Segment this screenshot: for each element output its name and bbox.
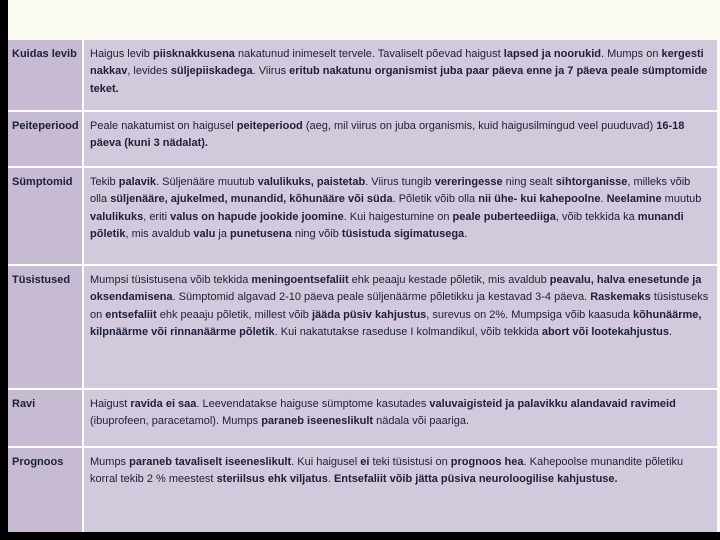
row-header: Peiteperiood	[8, 112, 82, 166]
row-content: Haigust ravida ei saa. Leevendatakse haiguse sümptome kasutades valuvaigisteid ja palavikku alandavaid ravimeid (ibuprofeen, paracetamol). Mumps paraneb iseeneslikult nädala või paariga.	[84, 390, 717, 446]
row-content: Tekib palavik. Süljenääre muutub valulikuks, paistetab. Viirus tungib vereringesse ning sealt sihtorganisse, milleks võib olla süljenääre, ajukelmed, munandid, kõhunääre või süda. Põletik võib olla nii ühe- kui kahepoolne. Neelamine muutub valulikuks, eriti valus on hapude jookide joomine. Kui haigestumine on peale puberteediiga, võib tekkida ka munandi põletik, mis avaldub valu ja punetusena ning võib tüsistuda sigimatusega.	[84, 168, 717, 264]
table-row	[8, 448, 717, 532]
bottom-black-bar	[0, 532, 720, 540]
row-content: Mumps paraneb tavaliselt iseeneslikult. Kui haigusel ei teki tüsistusi on prognoos hea. Kahepoolse munandite põletiku korral tekib 2 % meestest steriilsus ehk viljatus. Entsefaliit võib jätta püsiva neuroloogilise kahjustuse.	[84, 448, 717, 532]
row-header: Prognoos	[8, 448, 82, 532]
row-content: Haigus levib piisknakkusena nakatunud inimeselt tervele. Tavaliselt põevad haigust lapsed ja noorukid. Mumps on kergesti nakkav, levides süljepiiskadega. Viirus eritub nakatunu organismist juba paar päeva enne ja 7 päeva peale sümptomide teket.	[84, 40, 717, 110]
row-header: Ravi	[8, 390, 82, 446]
row-header: Sümptomid	[8, 168, 82, 264]
row-content: Peale nakatumist on haigusel peiteperiood (aeg, mil viirus on juba organismis, kuid haigusilmingud veel puuduvad) 16-18 päeva (kuni 3 nädalat).	[84, 112, 717, 166]
table-row	[8, 266, 717, 388]
table-row	[8, 390, 717, 446]
mumps-info-table	[8, 40, 717, 532]
row-content: Mumpsi tüsistusena võib tekkida meningoentsefaliit ehk peaaju kestade põletik, mis avaldub peavalu, halva enesetunde ja oksendamisena. Sümptomid algavad 2-10 päeva peale süljenäärme põletikku ja kestavad 3-4 päeva. Raskemaks tüsistuseks on entsefaliit ehk peaaju põletik, millest võib jääda püsiv kahjustus, surevus on 2%. Mumpsiga võib kaasuda kõhunäärme, kilpnäärme või rinnanäärme põletik. Kui nakatutakse raseduse I kolmandikul, võib tekkida abort või lootekahjustus.	[84, 266, 717, 388]
row-header: Tüsistused	[8, 266, 82, 388]
left-black-bar	[0, 0, 8, 540]
table-row	[8, 168, 717, 264]
table-row	[8, 40, 717, 110]
row-header: Kuidas levib	[8, 40, 82, 110]
table-row	[8, 112, 717, 166]
